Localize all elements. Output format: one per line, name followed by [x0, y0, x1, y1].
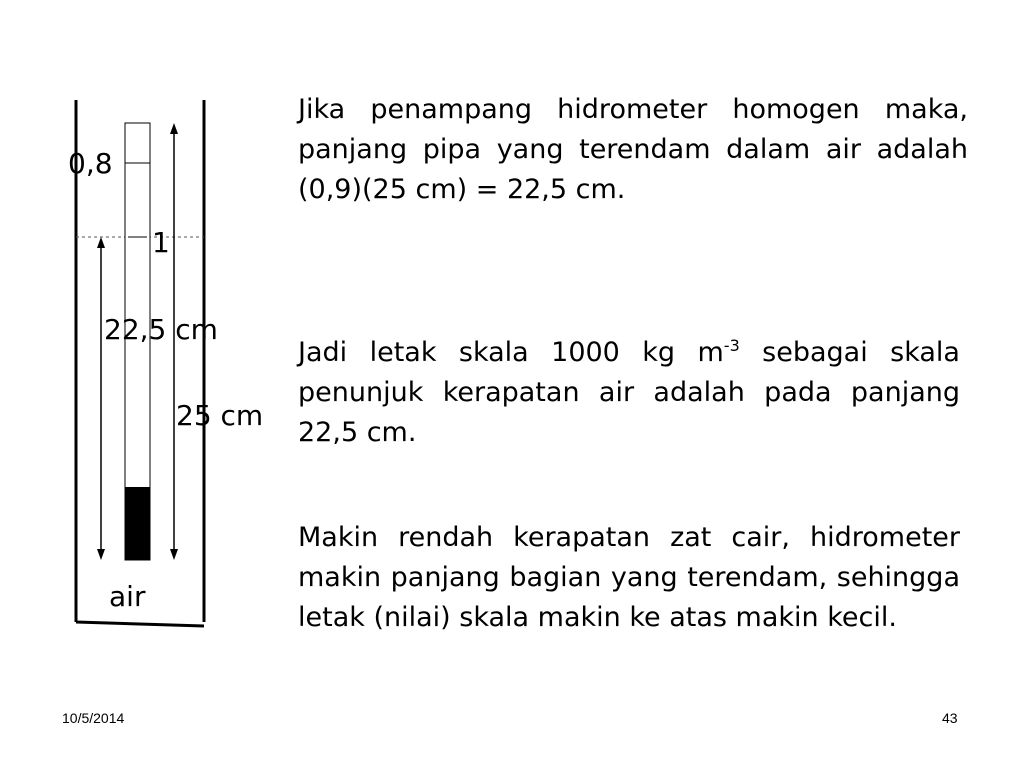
paragraph-submerged-length: Jika penampang hidrometer homogen maka, panjang pipa yang terendam dalam air adalah (0,9)(25 cm) = 22,5 cm.: [298, 94, 968, 205]
hydrometer-ballast: [125, 487, 150, 560]
total-length-label: 25 cm: [176, 399, 264, 432]
paragraph-density-relation: Makin rendah kerapatan zat cair, hidrometer makin panjang bagian yang terendam, sehingga letak (nilai) skala makin ke atas makin kecil.: [298, 522, 960, 633]
scale-water-label: 1: [152, 226, 170, 259]
total-arrow-head-top: [170, 123, 178, 134]
paragraph-water-scale-start: Jadi letak skala 1000 kg m: [298, 337, 724, 368]
paragraph-water-scale: [298, 333, 960, 453]
total-arrow-head-bottom: [170, 549, 178, 560]
container-bottom: [76, 622, 204, 626]
footer-date: 10/5/2014: [62, 710, 125, 726]
page-number: 43: [942, 710, 958, 726]
exponent: -3: [723, 336, 740, 355]
submerged-arrow-head-bottom: [97, 549, 105, 560]
liquid-label: air: [109, 580, 146, 613]
paragraph-water-scale-end: sebagai skala penunjuk kerapatan air adalah pada panjang 22,5 cm.: [298, 337, 960, 448]
submerged-length-label: 22,5 cm: [104, 313, 218, 346]
scale-top-label: 0,8: [68, 147, 113, 180]
submerged-arrow-head-top: [97, 237, 105, 248]
